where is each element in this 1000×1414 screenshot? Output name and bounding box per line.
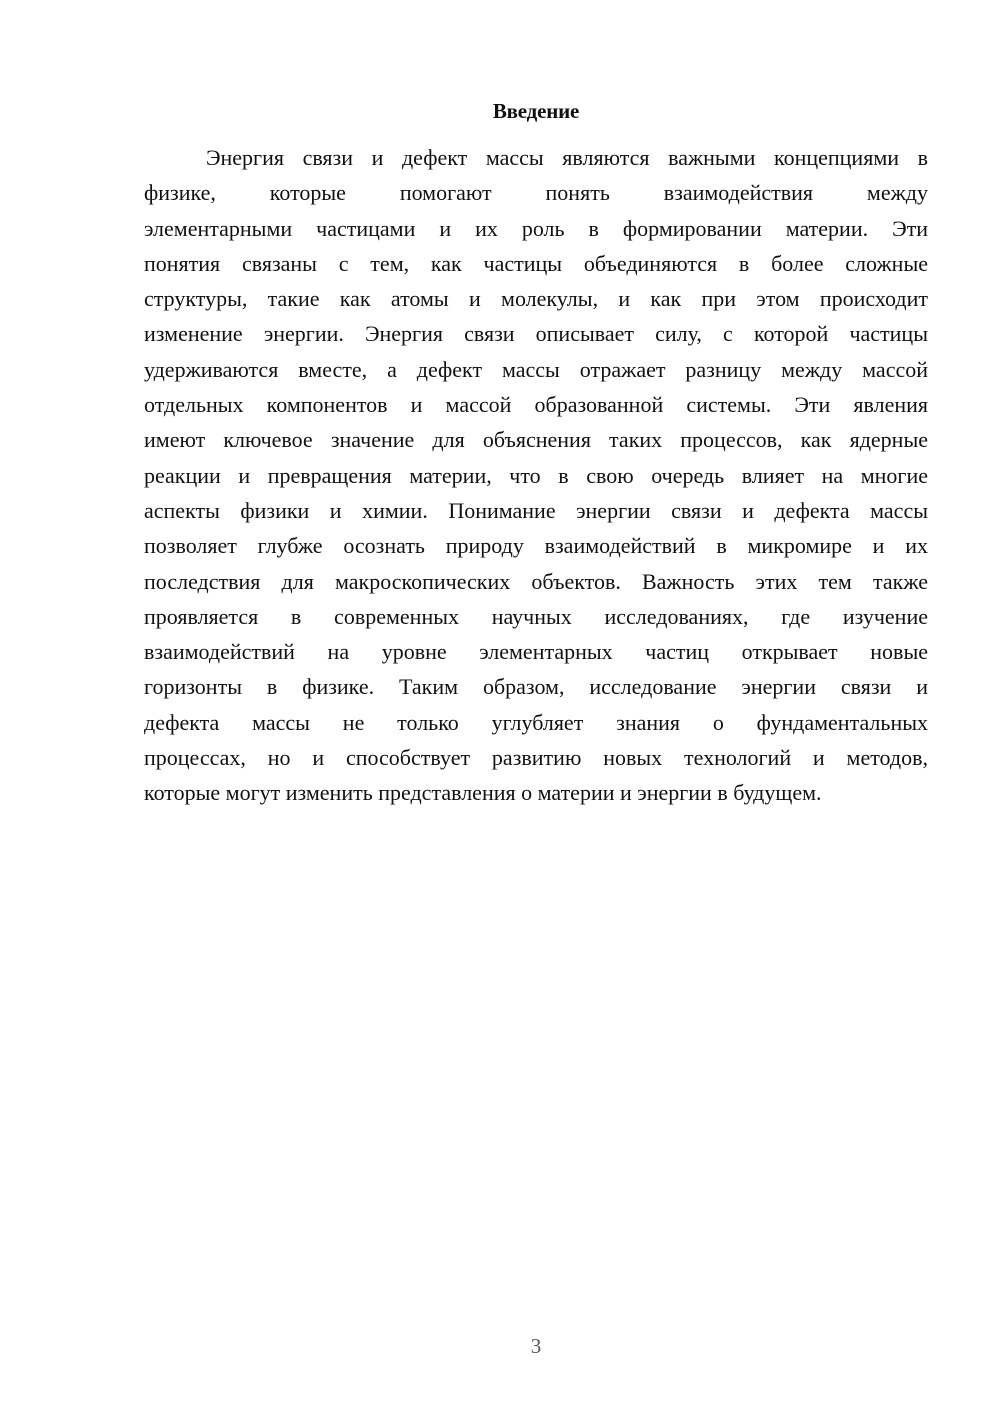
paragraph-line: аспекты физики и химии. Понимание энергии связи и дефекта массы	[144, 497, 928, 523]
paragraph-line: горизонты в физике. Таким образом, исследование энергии связи и	[144, 674, 928, 700]
paragraph-line: изменение энергии. Энергия связи описывает силу, с которой частицы	[144, 321, 928, 347]
paragraph-line: позволяет глубже осознать природу взаимодействий в микромире и их	[144, 533, 928, 559]
paragraph-line: элементарными частицами и их роль в формировании материи. Эти	[144, 215, 928, 241]
paragraph-line: понятия связаны с тем, как частицы объединяются в более сложные	[144, 250, 928, 276]
paragraph-line: последствия для макроскопических объектов. Важность этих тем также	[144, 568, 928, 594]
paragraph-line: физике, которые помогают понять взаимодействия между	[144, 180, 928, 206]
paragraph-line: Энергия связи и дефект массы являются важными концепциями в	[206, 145, 928, 170]
section-heading: Введение	[492, 99, 580, 123]
page-number: 3	[530, 1334, 542, 1358]
paragraph-line: имеют ключевое значение для объяснения таких процессов, как ядерные	[144, 427, 928, 453]
paragraph-line: структуры, такие как атомы и молекулы, и как при этом происходит	[144, 286, 928, 312]
paragraph-line: взаимодействий на уровне элементарных частиц открывает новые	[144, 639, 928, 665]
paragraph-line: которые могут изменить представления о материи и энергии в будущем.	[144, 780, 822, 806]
paragraph-line: дефекта массы не только углубляет знания о фундаментальных	[144, 709, 928, 735]
paragraph-line: проявляется в современных научных исследованиях, где изучение	[144, 603, 928, 629]
paragraph	[144, 140, 928, 811]
paragraph-line: процессах, но и способствует развитию новых технологий и методов,	[144, 745, 928, 771]
paragraph-line: удерживаются вместе, а дефект массы отражает разницу между массой	[144, 356, 928, 382]
paragraph-line: реакции и превращения материи, что в свою очередь влияет на многие	[144, 462, 928, 488]
paragraph-line: отдельных компонентов и массой образованной системы. Эти явления	[144, 392, 928, 418]
